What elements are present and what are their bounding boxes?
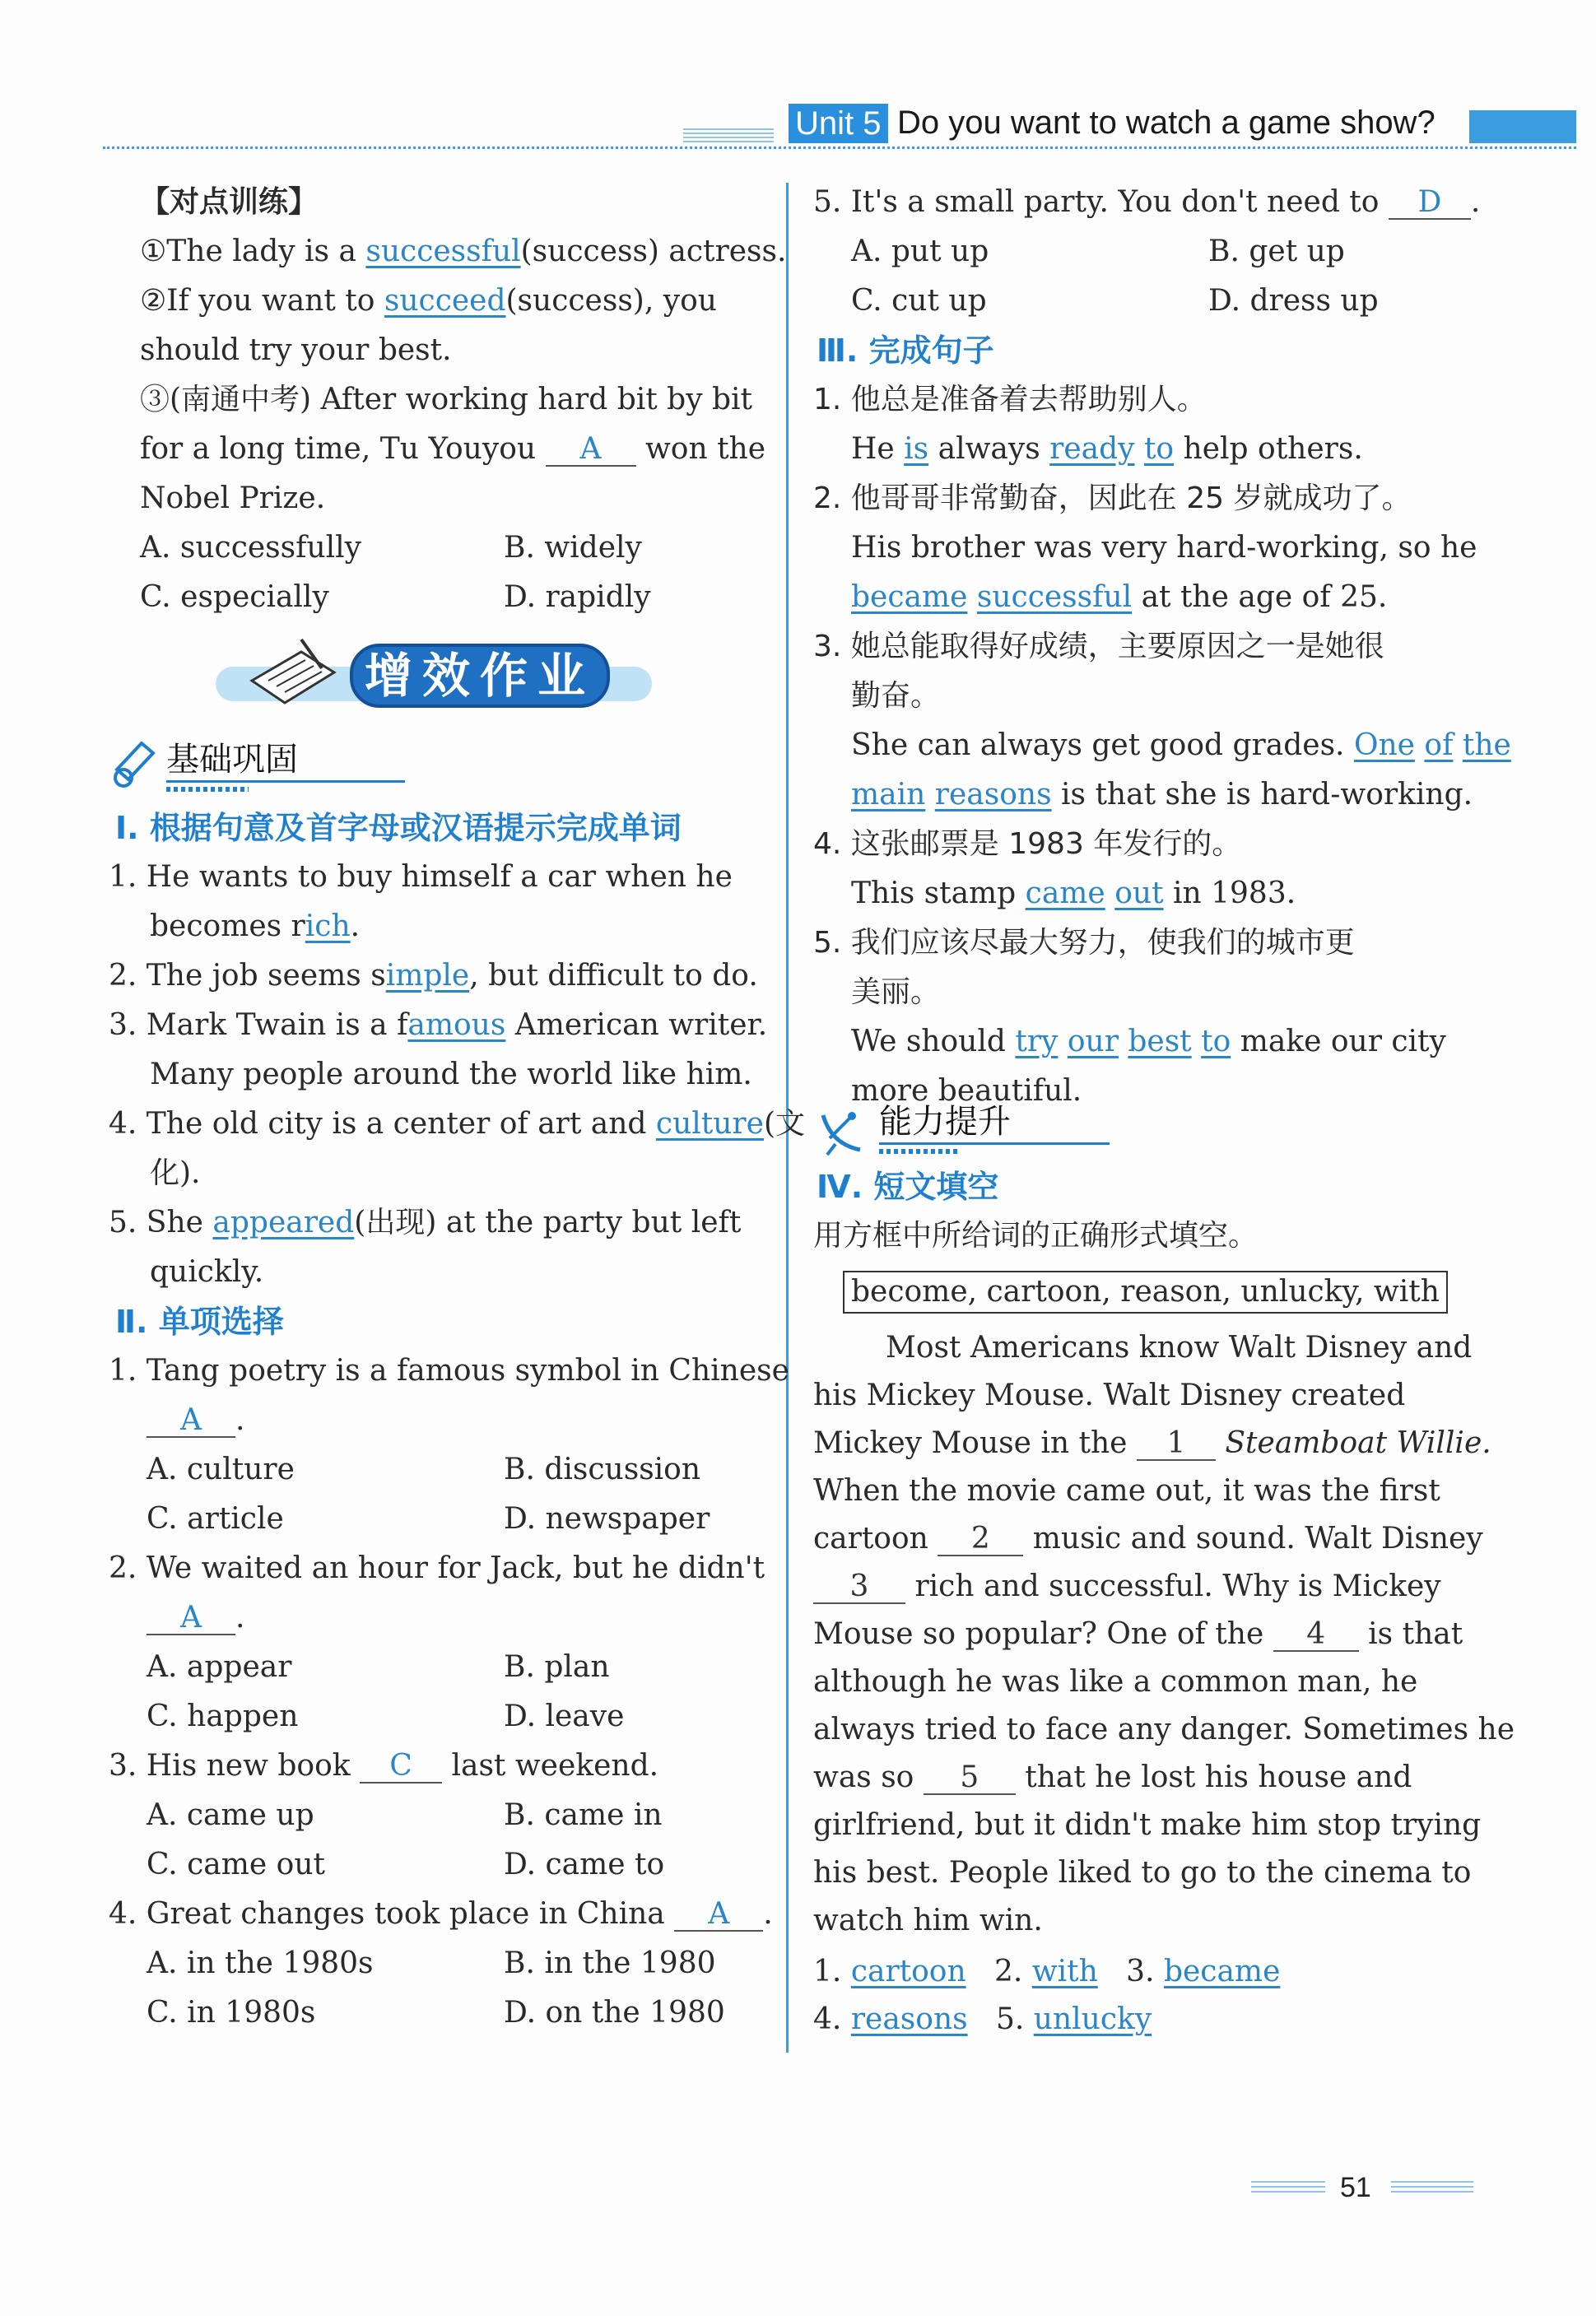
sentence-3-en-line1 (851, 726, 1511, 765)
passage-line: his best. People liked to go to the cinema to (813, 1856, 1472, 1890)
sentence-2-en-line1: His brother was very hard-working, so he (851, 531, 1477, 565)
text: was so (813, 1760, 914, 1794)
answer-blank: C (360, 1751, 442, 1784)
drill-heading: 【对点训练】 (140, 185, 319, 219)
option-c: C. article (147, 1502, 284, 1536)
option-b: B. get up (1208, 235, 1345, 268)
text: We should (851, 1025, 1006, 1058)
passage-blank: 4 (1273, 1619, 1359, 1652)
option-b: B. widely (504, 531, 642, 565)
answer: became (1163, 1955, 1281, 1988)
text: in 1983. (1172, 877, 1296, 910)
item-3-line2: Many people around the world like him. (150, 1058, 752, 1091)
option-a: A. successfully (140, 531, 361, 565)
answer: reasons (850, 2002, 968, 2036)
sentence-2-en-line2 (851, 578, 1387, 617)
option-c: C. happen (147, 1700, 299, 1733)
text: . (350, 909, 361, 943)
text: ②If you want to (140, 284, 375, 318)
sentence-5-cn-line1: 5. 我们应该尽最大努力，使我们的城市更 (813, 926, 1355, 960)
answer: became (851, 580, 968, 614)
answer: to (1143, 432, 1175, 466)
answer-blank: A (147, 1602, 235, 1635)
section-4-title: Ⅳ. 短文填空 (817, 1169, 999, 1205)
answer-number: 2. (994, 1955, 1023, 1988)
passage-line: When the movie came out, it was the first (813, 1474, 1440, 1508)
option-b: B. plan (504, 1650, 610, 1684)
answer: amous (407, 1008, 506, 1042)
answer: cartoon (850, 1955, 966, 1988)
option-d: D. newspaper (504, 1502, 710, 1536)
item-5 (109, 1203, 741, 1243)
word-box: become, cartoon, reason, unlucky, with (843, 1271, 1448, 1314)
answer: the (1462, 728, 1511, 762)
answer: best (1128, 1025, 1192, 1058)
text: make our city (1240, 1025, 1446, 1058)
answer: One (1353, 728, 1415, 762)
drill-q3-line1: ③(南通中考) After working hard bit by bit (140, 383, 753, 416)
passage-line (813, 1424, 1491, 1463)
passage-line (813, 1519, 1483, 1559)
unit-badge: Unit 5 (789, 104, 888, 143)
passage-line: although he was like a common man, he (813, 1665, 1418, 1699)
option-a: A. put up (851, 235, 989, 268)
mc-1-line1: 1. Tang poetry is a famous symbol in Chinese (109, 1354, 789, 1388)
answer-number: 3. (1126, 1955, 1155, 1988)
footer-lines-left (1251, 2181, 1325, 2194)
drill-q1 (140, 232, 786, 272)
text: Mouse so popular? One of the (813, 1617, 1264, 1651)
answer: is (904, 432, 929, 466)
answer-number: 4. (813, 2002, 842, 2036)
answer: out (1114, 877, 1164, 910)
sentence-3-cn-line1: 3. 她总能取得好成绩，主要原因之一是她很 (813, 630, 1384, 663)
answer: successful (365, 235, 521, 268)
text: She can always get good grades. (851, 728, 1345, 762)
answer: culture (655, 1107, 764, 1141)
option-d: D. rapidly (504, 580, 651, 614)
answer: ich (305, 909, 351, 943)
answer-number: 1. (813, 1955, 842, 1988)
mc-1-line2: A . (147, 1401, 244, 1440)
item-1-line1: 1. He wants to buy himself a car when he (109, 860, 733, 894)
notebook-icon (244, 635, 342, 709)
section-2-title: Ⅱ. 单项选择 (115, 1304, 284, 1340)
option-a: A. came up (147, 1798, 314, 1832)
header-dotted-rule (103, 146, 1576, 149)
sentence-5-en-line1 (851, 1022, 1446, 1062)
answer-blank: A (546, 434, 636, 467)
option-c: C. in 1980s (147, 1996, 316, 2030)
answers-row-2 (813, 2000, 1152, 2039)
sentence-2-cn: 2. 他哥哥非常勤奋，因此在 25 岁就成功了。 (813, 481, 1412, 515)
footer-lines-right (1391, 2181, 1473, 2194)
text: 5. It's a small party. You don't need to (813, 185, 1380, 219)
basic-underline (166, 780, 405, 783)
answers-row-1 (813, 1952, 1280, 1992)
text: ①The lady is a (140, 235, 356, 268)
answer-blank: A (674, 1899, 763, 1932)
text: 3. Mark Twain is a f (109, 1008, 408, 1042)
text: This stamp (851, 877, 1017, 910)
section-1-title: Ⅰ. 根据句意及首字母或汉语提示完成单词 (115, 810, 682, 846)
option-d: D. on the 1980 (504, 1996, 725, 2030)
drill-q2 (140, 281, 717, 321)
header-bar (1469, 110, 1576, 143)
mc-2-line2: A . (147, 1598, 244, 1638)
text: 4. The old city is a center of art and (109, 1107, 656, 1141)
answer-number: 5. (995, 2002, 1025, 2036)
passage-blank: 3 (813, 1571, 905, 1604)
text: last weekend. (451, 1749, 659, 1783)
text: is that (1368, 1617, 1463, 1651)
sentence-3-cn-line2: 勤奋。 (851, 679, 941, 713)
option-c: C. came out (147, 1848, 325, 1881)
text: rich and successful. Why is Mickey (914, 1570, 1441, 1603)
answer: try (1015, 1025, 1059, 1058)
passage-blank: 5 (924, 1762, 1016, 1795)
item-5-line2: quickly. (150, 1255, 264, 1289)
answer: of (1424, 728, 1454, 762)
instruction: 用方框中所给词的正确形式填空。 (813, 1219, 1259, 1253)
option-b: B. discussion (504, 1453, 701, 1486)
basic-icon (109, 737, 161, 789)
option-b: B. in the 1980 (504, 1946, 716, 1980)
passage-line: always tried to face any danger. Sometimes he (813, 1713, 1515, 1746)
text: He (851, 432, 895, 466)
answer: imple (385, 959, 470, 993)
sentence-3-en-line2 (851, 775, 1473, 815)
item-2 (109, 956, 758, 996)
text: won the (644, 432, 766, 466)
passage-line: his Mickey Mouse. Walt Disney created (813, 1379, 1406, 1412)
text: at the age of 25. (1141, 580, 1388, 614)
text: 2. The job seems s (109, 959, 386, 993)
sentence-4-cn: 4. 这张邮票是 1983 年发行的。 (813, 827, 1242, 861)
text: (success), you (505, 284, 717, 318)
text: music and sound. Walt Disney (1032, 1522, 1483, 1556)
ability-heading: 能力提升 (879, 1103, 1011, 1141)
drill-q2-cont: should try your best. (140, 333, 452, 367)
text: help others. (1183, 432, 1363, 466)
basic-dots (166, 787, 249, 792)
text: (出现) at the party but left (354, 1206, 742, 1239)
answer: appeared (212, 1206, 355, 1239)
answer: main (851, 778, 926, 812)
text: 3. His new book (109, 1749, 351, 1783)
option-a: A. culture (147, 1453, 295, 1486)
sentence-1-en (851, 430, 1363, 469)
drill-q3-line3: Nobel Prize. (140, 481, 326, 515)
answer: to (1201, 1025, 1231, 1058)
section-3-title: Ⅲ. 完成句子 (817, 333, 994, 369)
satellite-icon (815, 1099, 872, 1156)
option-a: A. appear (147, 1650, 292, 1684)
header-stripes (683, 128, 774, 143)
answer: our (1067, 1025, 1119, 1058)
mc-3 (109, 1746, 658, 1786)
answer: unlucky (1033, 2002, 1152, 2036)
text: American writer. (505, 1008, 768, 1042)
option-d: D. came to (504, 1848, 665, 1881)
drill-q3-line2 (140, 430, 765, 469)
text: that he lost his house and (1025, 1760, 1412, 1794)
item-4-line2: 化). (150, 1156, 201, 1190)
option-c: C. especially (140, 580, 329, 614)
sentence-1-cn: 1. 他总是准备着去帮助别人。 (813, 383, 1207, 416)
mc-2-line1: 2. We waited an hour for Jack, but he didn't (109, 1551, 765, 1585)
answer-blank: A (147, 1405, 235, 1438)
basic-heading: 基础巩固 (166, 741, 298, 779)
text: is that she is hard-working. (1061, 778, 1473, 812)
option-b: B. came in (504, 1798, 663, 1832)
text: becomes r (150, 909, 305, 943)
text: , but difficult to do. (469, 959, 758, 993)
passage-line (813, 1615, 1463, 1654)
option-d: D. leave (504, 1700, 625, 1733)
answer: reasons (934, 778, 1052, 812)
text: always (938, 432, 1040, 466)
passage-line (813, 1567, 1441, 1607)
answer: came (1025, 877, 1105, 910)
item-1-line2 (150, 907, 360, 946)
sentence-5-cn-line2: 美丽。 (851, 975, 941, 1009)
option-c: C. cut up (851, 284, 987, 318)
option-d: D. dress up (1208, 284, 1379, 318)
header-title: Do you want to watch a game show? (897, 105, 1435, 141)
answer: with (1031, 1955, 1098, 1988)
text: for a long time, Tu Youyou (140, 432, 537, 466)
text: cartoon (813, 1522, 928, 1556)
page-number: 51 (1340, 2172, 1371, 2203)
answer-blank: D (1389, 187, 1471, 220)
text: 5. She (109, 1206, 213, 1239)
answer: successful (976, 580, 1133, 614)
text: Mickey Mouse in the (813, 1426, 1128, 1460)
passage-blank: 1 (1137, 1428, 1216, 1461)
item-3 (109, 1006, 767, 1045)
answer: ready (1049, 432, 1135, 466)
text: (success) actress. (520, 235, 787, 268)
ability-underline (879, 1142, 1110, 1145)
banner-title: 增效作业 (350, 644, 610, 708)
sentence-5-en-line2: more beautiful. (851, 1074, 1082, 1108)
mc-4: 4. Great changes took place in China A . (109, 1897, 773, 1931)
answer: succeed (384, 284, 506, 318)
passage-line (813, 1758, 1412, 1797)
text: (文 (763, 1107, 805, 1141)
passage-line: girlfriend, but it didn't make him stop trying (813, 1808, 1482, 1842)
mc-5: 5. It's a small party. You don't need to D . (813, 185, 1481, 219)
text: Steamboat Willie. (1225, 1426, 1491, 1460)
passage-blank: 2 (938, 1523, 1023, 1556)
sentence-4-en (851, 874, 1296, 914)
passage-line: watch him win. (813, 1904, 1043, 1937)
passage-line: Most Americans know Walt Disney and (886, 1331, 1473, 1365)
ability-dots (879, 1149, 958, 1154)
item-4 (109, 1105, 805, 1144)
option-a: A. in the 1980s (147, 1946, 374, 1980)
text: 4. Great changes took place in China (109, 1897, 665, 1931)
